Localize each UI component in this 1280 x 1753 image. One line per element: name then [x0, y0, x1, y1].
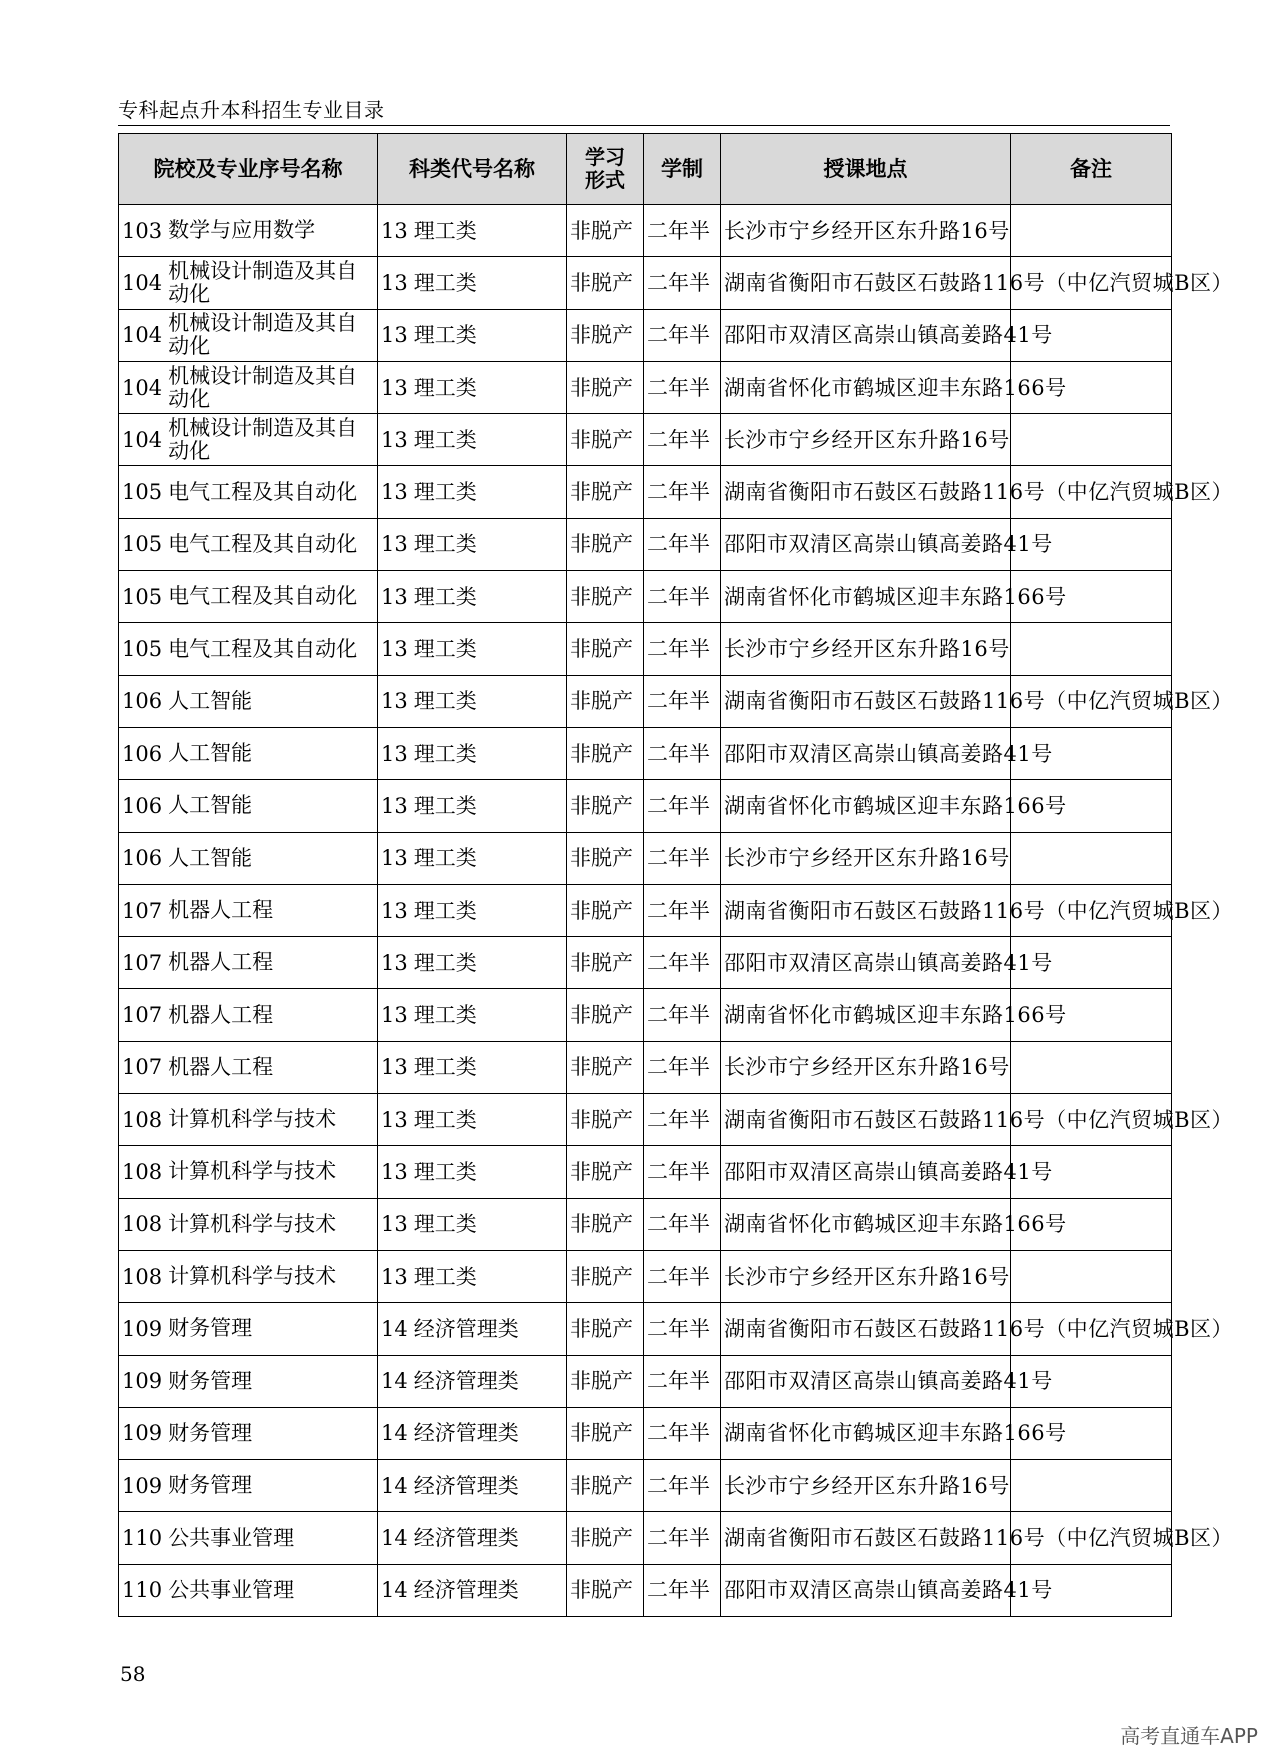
major-cell — [119, 1250, 378, 1302]
category-cell — [378, 1512, 567, 1564]
category-code: 14 — [381, 1316, 408, 1341]
study-mode-cell: 非脱产 — [567, 675, 644, 727]
duration-cell: 二年半 — [644, 414, 721, 466]
major-cell — [119, 571, 378, 623]
category-name: 理工类 — [413, 1055, 477, 1080]
table-row — [119, 257, 1172, 309]
category-code: 13 — [381, 1055, 408, 1080]
location-cell: 邵阳市双清区高崇山镇高姜路41号 — [721, 309, 1011, 361]
category-name: 理工类 — [413, 846, 477, 871]
table-row — [119, 1460, 1172, 1512]
category-cell — [378, 309, 567, 361]
major-name: 机械设计制造及其自动化 — [168, 258, 358, 306]
location-cell: 湖南省怀化市鹤城区迎丰东路166号 — [721, 1198, 1011, 1250]
major-name: 电气工程及其自动化 — [168, 531, 358, 556]
study-mode-cell: 非脱产 — [567, 989, 644, 1041]
note-cell — [1011, 832, 1172, 884]
category-name: 经济管理类 — [413, 1526, 519, 1551]
location-cell: 邵阳市双清区高崇山镇高姜路41号 — [721, 1355, 1011, 1407]
table-row — [119, 1355, 1172, 1407]
major-number: 104 — [122, 427, 163, 452]
duration-cell: 二年半 — [644, 1094, 721, 1146]
location-cell: 邵阳市双清区高崇山镇高姜路41号 — [721, 937, 1011, 989]
major-cell — [119, 989, 378, 1041]
location-cell: 长沙市宁乡经开区东升路16号 — [721, 1460, 1011, 1512]
major-number: 107 — [122, 1055, 163, 1080]
major-name: 机器人工程 — [168, 898, 274, 922]
major-number: 108 — [122, 1264, 163, 1289]
study-mode-cell: 非脱产 — [567, 780, 644, 832]
category-cell — [378, 466, 567, 518]
category-cell — [378, 1146, 567, 1198]
category-code: 14 — [381, 1578, 408, 1603]
category-code: 13 — [381, 793, 408, 818]
table-row — [119, 309, 1172, 361]
major-name: 计算机科学与技术 — [168, 1107, 337, 1132]
column-header-location: 授课地点 — [721, 134, 1011, 205]
table-row — [119, 1512, 1172, 1564]
major-number: 108 — [122, 1107, 163, 1132]
study-mode-cell: 非脱产 — [567, 1564, 644, 1616]
study-mode-cell: 非脱产 — [567, 1460, 644, 1512]
major-number: 107 — [122, 950, 163, 975]
study-mode-cell: 非脱产 — [567, 1512, 644, 1564]
major-number: 110 — [122, 1526, 163, 1551]
major-name: 机器人工程 — [168, 1054, 274, 1079]
major-cell — [119, 1564, 378, 1616]
major-cell — [119, 414, 378, 466]
category-name: 理工类 — [413, 375, 477, 400]
major-number: 109 — [122, 1369, 163, 1394]
major-cell — [119, 937, 378, 989]
duration-cell: 二年半 — [644, 205, 721, 257]
duration-cell: 二年半 — [644, 623, 721, 675]
study-mode-cell: 非脱产 — [567, 1198, 644, 1250]
category-code: 13 — [381, 846, 408, 871]
category-cell — [378, 780, 567, 832]
duration-cell: 二年半 — [644, 1564, 721, 1616]
table-row — [119, 623, 1172, 675]
major-number: 109 — [122, 1421, 163, 1446]
table-row — [119, 571, 1172, 623]
major-cell — [119, 257, 378, 309]
major-number: 104 — [122, 323, 163, 348]
location-cell: 湖南省衡阳市石鼓区石鼓路116号（中亿汽贸城B区） — [721, 1094, 1011, 1146]
table-row — [119, 727, 1172, 779]
duration-cell: 二年半 — [644, 780, 721, 832]
duration-cell: 二年半 — [644, 1407, 721, 1459]
study-mode-cell: 非脱产 — [567, 1355, 644, 1407]
location-cell: 湖南省衡阳市石鼓区石鼓路116号（中亿汽贸城B区） — [721, 884, 1011, 936]
category-cell — [378, 937, 567, 989]
study-mode-cell: 非脱产 — [567, 414, 644, 466]
duration-cell: 二年半 — [644, 1041, 721, 1093]
location-cell: 邵阳市双清区高崇山镇高姜路41号 — [721, 1146, 1011, 1198]
major-cell — [119, 205, 378, 257]
duration-cell: 二年半 — [644, 727, 721, 779]
category-code: 13 — [381, 532, 408, 557]
duration-cell: 二年半 — [644, 1250, 721, 1302]
category-cell — [378, 1094, 567, 1146]
major-name: 人工智能 — [168, 688, 253, 713]
category-cell — [378, 1198, 567, 1250]
table-row — [119, 937, 1172, 989]
location-cell: 湖南省衡阳市石鼓区石鼓路116号（中亿汽贸城B区） — [721, 1303, 1011, 1355]
major-number: 103 — [122, 218, 163, 243]
location-cell: 湖南省衡阳市石鼓区石鼓路116号（中亿汽贸城B区） — [721, 675, 1011, 727]
location-cell: 湖南省衡阳市石鼓区石鼓路116号（中亿汽贸城B区） — [721, 257, 1011, 309]
major-cell — [119, 727, 378, 779]
study-mode-cell: 非脱产 — [567, 727, 644, 779]
major-name: 机械设计制造及其自动化 — [168, 415, 358, 463]
major-number: 105 — [122, 584, 163, 609]
major-number: 110 — [122, 1578, 163, 1603]
study-mode-cell: 非脱产 — [567, 257, 644, 309]
duration-cell: 二年半 — [644, 937, 721, 989]
note-cell — [1011, 205, 1172, 257]
category-code: 13 — [381, 950, 408, 975]
category-cell — [378, 205, 567, 257]
major-cell — [119, 1460, 378, 1512]
study-mode-cell: 非脱产 — [567, 518, 644, 570]
major-name: 人工智能 — [168, 845, 253, 870]
major-name: 计算机科学与技术 — [168, 1264, 337, 1289]
note-cell — [1011, 1041, 1172, 1093]
category-cell — [378, 1564, 567, 1616]
category-code: 13 — [381, 689, 408, 714]
location-cell: 长沙市宁乡经开区东升路16号 — [721, 832, 1011, 884]
table-row — [119, 832, 1172, 884]
major-number: 105 — [122, 480, 163, 505]
duration-cell: 二年半 — [644, 675, 721, 727]
major-number: 108 — [122, 1212, 163, 1237]
category-name: 理工类 — [413, 637, 477, 662]
category-code: 13 — [381, 637, 408, 662]
major-name: 机械设计制造及其自动化 — [168, 311, 358, 359]
category-code: 13 — [381, 1264, 408, 1289]
study-mode-cell: 非脱产 — [567, 361, 644, 413]
major-cell — [119, 1198, 378, 1250]
table-row — [119, 675, 1172, 727]
major-cell — [119, 1146, 378, 1198]
category-cell — [378, 1303, 567, 1355]
major-catalog-table — [118, 133, 1234, 1617]
location-cell: 长沙市宁乡经开区东升路16号 — [721, 414, 1011, 466]
category-cell — [378, 257, 567, 309]
study-mode-cell: 非脱产 — [567, 1407, 644, 1459]
category-code: 13 — [381, 218, 408, 243]
duration-cell: 二年半 — [644, 466, 721, 518]
major-name: 人工智能 — [168, 793, 253, 818]
location-cell: 邵阳市双清区高崇山镇高姜路41号 — [721, 518, 1011, 570]
category-code: 13 — [381, 480, 408, 505]
major-number: 105 — [122, 532, 163, 557]
major-name: 计算机科学与技术 — [168, 1159, 337, 1184]
column-header-study-mode-line2: 形式 — [585, 168, 625, 192]
duration-cell: 二年半 — [644, 361, 721, 413]
major-name: 电气工程及其自动化 — [168, 584, 358, 609]
major-number: 104 — [122, 375, 163, 400]
major-name: 机械设计制造及其自动化 — [168, 363, 358, 411]
major-cell — [119, 1041, 378, 1093]
column-header-major: 院校及专业序号名称 — [119, 134, 378, 205]
major-cell — [119, 832, 378, 884]
major-name: 计算机科学与技术 — [168, 1211, 337, 1236]
major-cell — [119, 309, 378, 361]
major-cell — [119, 884, 378, 936]
major-name: 电气工程及其自动化 — [168, 636, 358, 661]
category-name: 理工类 — [413, 950, 477, 975]
category-cell — [378, 1041, 567, 1093]
category-name: 经济管理类 — [413, 1421, 519, 1446]
major-number: 106 — [122, 741, 163, 766]
duration-cell: 二年半 — [644, 1512, 721, 1564]
location-cell: 长沙市宁乡经开区东升路16号 — [721, 205, 1011, 257]
major-number: 106 — [122, 793, 163, 818]
category-name: 理工类 — [413, 218, 477, 243]
category-name: 理工类 — [413, 1264, 477, 1289]
major-name: 财务管理 — [168, 1316, 253, 1341]
major-number: 106 — [122, 846, 163, 871]
category-code: 14 — [381, 1526, 408, 1551]
major-number: 104 — [122, 270, 163, 295]
major-cell — [119, 1407, 378, 1459]
category-name: 理工类 — [413, 480, 477, 505]
location-cell: 邵阳市双清区高崇山镇高姜路41号 — [721, 727, 1011, 779]
study-mode-cell: 非脱产 — [567, 571, 644, 623]
study-mode-cell: 非脱产 — [567, 937, 644, 989]
table-row — [119, 1094, 1172, 1146]
major-cell — [119, 518, 378, 570]
duration-cell: 二年半 — [644, 1460, 721, 1512]
study-mode-cell: 非脱产 — [567, 1094, 644, 1146]
table-row — [119, 884, 1172, 936]
duration-cell: 二年半 — [644, 1355, 721, 1407]
study-mode-cell: 非脱产 — [567, 1041, 644, 1093]
study-mode-cell: 非脱产 — [567, 1146, 644, 1198]
major-cell — [119, 466, 378, 518]
table-row — [119, 1303, 1172, 1355]
category-code: 14 — [381, 1473, 408, 1498]
running-header: 专科起点升本科招生专业目录 — [118, 98, 385, 122]
major-number: 108 — [122, 1159, 163, 1184]
category-cell — [378, 675, 567, 727]
major-name: 电气工程及其自动化 — [168, 479, 358, 504]
table-row — [119, 1146, 1172, 1198]
major-name: 财务管理 — [168, 1368, 253, 1393]
category-name: 经济管理类 — [413, 1473, 519, 1498]
category-cell — [378, 1460, 567, 1512]
category-name: 理工类 — [413, 584, 477, 609]
location-cell: 湖南省怀化市鹤城区迎丰东路166号 — [721, 780, 1011, 832]
category-cell — [378, 832, 567, 884]
category-cell — [378, 571, 567, 623]
table-header-row — [119, 134, 1172, 205]
note-cell — [1011, 414, 1172, 466]
major-number: 109 — [122, 1316, 163, 1341]
location-cell: 长沙市宁乡经开区东升路16号 — [721, 1250, 1011, 1302]
location-cell: 湖南省怀化市鹤城区迎丰东路166号 — [721, 571, 1011, 623]
major-name: 财务管理 — [168, 1473, 253, 1498]
duration-cell: 二年半 — [644, 518, 721, 570]
table-row — [119, 989, 1172, 1041]
header-divider — [118, 125, 1170, 126]
page-number: 58 — [120, 1662, 146, 1686]
table-row — [119, 1198, 1172, 1250]
duration-cell: 二年半 — [644, 1198, 721, 1250]
table-body — [119, 205, 1234, 1617]
watermark: 高考直通车APP — [1120, 1724, 1258, 1748]
study-mode-cell: 非脱产 — [567, 466, 644, 518]
duration-cell: 二年半 — [644, 309, 721, 361]
category-code: 13 — [381, 898, 408, 923]
table-row — [119, 780, 1172, 832]
column-header-study-mode-line1: 学习 — [585, 145, 625, 169]
study-mode-cell: 非脱产 — [567, 623, 644, 675]
category-code: 13 — [381, 427, 408, 452]
location-cell: 长沙市宁乡经开区东升路16号 — [721, 1041, 1011, 1093]
major-name: 人工智能 — [168, 741, 253, 766]
major-name: 公共事业管理 — [168, 1577, 295, 1602]
study-mode-cell: 非脱产 — [567, 205, 644, 257]
major-name: 财务管理 — [168, 1420, 253, 1445]
category-name: 经济管理类 — [413, 1316, 519, 1341]
category-code: 13 — [381, 270, 408, 295]
category-name: 经济管理类 — [413, 1369, 519, 1394]
major-number: 109 — [122, 1473, 163, 1498]
location-cell: 湖南省怀化市鹤城区迎丰东路166号 — [721, 361, 1011, 413]
category-name: 理工类 — [413, 741, 477, 766]
duration-cell: 二年半 — [644, 1146, 721, 1198]
major-name: 公共事业管理 — [168, 1525, 295, 1550]
table-row — [119, 414, 1172, 466]
table-row — [119, 1407, 1172, 1459]
study-mode-cell: 非脱产 — [567, 309, 644, 361]
major-cell — [119, 675, 378, 727]
location-cell: 邵阳市双清区高崇山镇高姜路41号 — [721, 1564, 1011, 1616]
category-name: 理工类 — [413, 323, 477, 348]
note-cell — [1011, 1250, 1172, 1302]
duration-cell: 二年半 — [644, 884, 721, 936]
category-name: 理工类 — [413, 689, 477, 714]
table-row — [119, 205, 1172, 257]
category-code: 13 — [381, 323, 408, 348]
category-cell — [378, 1355, 567, 1407]
column-header-note: 备注 — [1011, 134, 1172, 205]
table-row — [119, 1564, 1172, 1616]
major-number: 105 — [122, 637, 163, 662]
table-row — [119, 518, 1172, 570]
duration-cell: 二年半 — [644, 257, 721, 309]
duration-cell: 二年半 — [644, 989, 721, 1041]
category-code: 13 — [381, 1212, 408, 1237]
category-name: 理工类 — [413, 532, 477, 557]
note-cell — [1011, 1460, 1172, 1512]
table-row — [119, 1250, 1172, 1302]
duration-cell: 二年半 — [644, 1303, 721, 1355]
category-name: 理工类 — [413, 1212, 477, 1237]
category-cell — [378, 361, 567, 413]
study-mode-cell: 非脱产 — [567, 1303, 644, 1355]
study-mode-cell: 非脱产 — [567, 884, 644, 936]
category-cell — [378, 884, 567, 936]
category-code: 14 — [381, 1421, 408, 1446]
category-name: 理工类 — [413, 1003, 477, 1028]
category-cell — [378, 727, 567, 779]
study-mode-cell: 非脱产 — [567, 832, 644, 884]
category-cell — [378, 623, 567, 675]
category-name: 理工类 — [413, 898, 477, 923]
location-cell: 湖南省衡阳市石鼓区石鼓路116号（中亿汽贸城B区） — [721, 466, 1011, 518]
major-cell — [119, 1094, 378, 1146]
table-row — [119, 1041, 1172, 1093]
study-mode-cell: 非脱产 — [567, 1250, 644, 1302]
category-code: 14 — [381, 1369, 408, 1394]
major-name: 数学与应用数学 — [168, 218, 316, 243]
category-cell — [378, 1250, 567, 1302]
category-code: 13 — [381, 1107, 408, 1132]
duration-cell: 二年半 — [644, 832, 721, 884]
category-code: 13 — [381, 1003, 408, 1028]
category-cell — [378, 989, 567, 1041]
category-name: 理工类 — [413, 793, 477, 818]
duration-cell: 二年半 — [644, 571, 721, 623]
category-name: 理工类 — [413, 1159, 477, 1184]
category-cell — [378, 1407, 567, 1459]
column-header-category: 科类代号名称 — [378, 134, 567, 205]
table-row — [119, 361, 1172, 413]
major-name: 机器人工程 — [168, 950, 274, 975]
column-header-duration: 学制 — [644, 134, 721, 205]
major-number: 106 — [122, 689, 163, 714]
table-row — [119, 466, 1172, 518]
category-code: 13 — [381, 741, 408, 766]
location-cell: 长沙市宁乡经开区东升路16号 — [721, 623, 1011, 675]
major-name: 机器人工程 — [168, 1002, 274, 1027]
note-cell — [1011, 623, 1172, 675]
location-cell: 湖南省怀化市鹤城区迎丰东路166号 — [721, 1407, 1011, 1459]
category-code: 13 — [381, 375, 408, 400]
column-header-study-mode — [567, 134, 644, 205]
major-cell — [119, 1303, 378, 1355]
category-name: 经济管理类 — [413, 1578, 519, 1603]
major-cell — [119, 623, 378, 675]
major-cell — [119, 361, 378, 413]
category-cell — [378, 414, 567, 466]
major-cell — [119, 1512, 378, 1564]
location-cell: 湖南省衡阳市石鼓区石鼓路116号（中亿汽贸城B区） — [721, 1512, 1011, 1564]
major-cell — [119, 780, 378, 832]
category-name: 理工类 — [413, 427, 477, 452]
category-name: 理工类 — [413, 270, 477, 295]
category-cell — [378, 518, 567, 570]
category-code: 13 — [381, 1159, 408, 1184]
category-name: 理工类 — [413, 1107, 477, 1132]
category-code: 13 — [381, 584, 408, 609]
major-number: 107 — [122, 1003, 163, 1028]
major-number: 107 — [122, 898, 163, 923]
location-cell: 湖南省怀化市鹤城区迎丰东路166号 — [721, 989, 1011, 1041]
major-cell — [119, 1355, 378, 1407]
